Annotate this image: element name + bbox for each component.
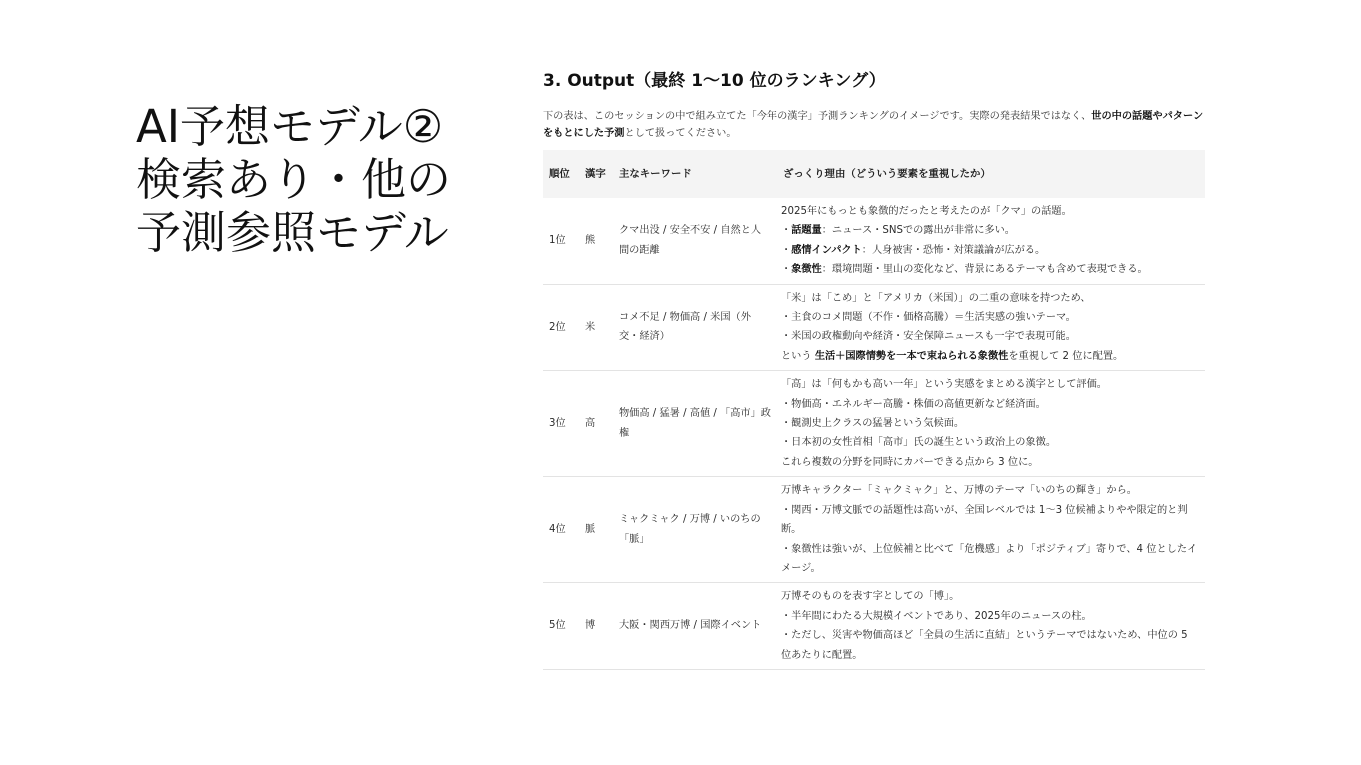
- header-kanji: 漢字: [585, 167, 606, 180]
- reason-cell: [777, 477, 1205, 583]
- reason-line: [781, 607, 1199, 626]
- reason-text: ・関西・万博文脈での話題性は高いが、全国レベルでは 1〜3 位候補よりやや限定的と判断。: [781, 504, 1188, 536]
- kanji-cell: 米: [579, 284, 613, 371]
- reason-line: [781, 308, 1199, 327]
- reason-text: ：ニュース・SNSでの露出が非常に多い。: [821, 225, 1015, 237]
- reason-line: [781, 433, 1199, 452]
- keywords-cell: ミャクミャク / 万博 / いのちの「脈」: [613, 477, 777, 583]
- rank-cell: 3位: [543, 371, 579, 477]
- table-body: [543, 198, 1205, 669]
- rank-cell: 1位: [543, 198, 579, 284]
- section-heading: 3. Output（最終 1〜10 位のランキング）: [543, 71, 886, 91]
- reason-line: [781, 453, 1199, 472]
- reason-text: ・: [781, 264, 792, 276]
- table-row: [543, 371, 1205, 477]
- reason-emphasis: 感情インパクト: [791, 244, 862, 256]
- intro-text-b: として扱ってください。: [624, 128, 737, 139]
- reason-text: 「高」は「何もかも高い一年」という実感をまとめる漢字として評価。: [781, 379, 1107, 391]
- reason-text: 万博キャラクター「ミャクミャク」と、万博のテーマ「いのちの輝き」から。: [781, 485, 1137, 497]
- keywords-cell: クマ出没 / 安全不安 / 自然と人間の距離: [613, 198, 777, 284]
- reason-text: 万博そのものを表す字としての「博」。: [781, 591, 960, 603]
- reason-text: ・象徴性は強いが、上位候補と比べて「危機感」より「ポジティブ」寄りで、4 位としたイメージ。: [781, 543, 1198, 574]
- reason-text: ・: [781, 225, 792, 237]
- reason-line: [781, 501, 1199, 540]
- ranking-panel: [543, 68, 1207, 670]
- rank-cell: 4位: [543, 477, 579, 583]
- reason-text: ・米国の政権動向や経済・安全保障ニュースも一字で表現可能。: [781, 331, 1076, 343]
- reason-line: [781, 327, 1199, 346]
- reason-line: [781, 260, 1199, 279]
- reason-line: [781, 241, 1199, 260]
- header-reason: ざっくり理由（どういう要素を重視したか）: [783, 167, 991, 180]
- reason-line: [781, 414, 1199, 433]
- reason-cell: [777, 371, 1205, 477]
- table-row: [543, 477, 1205, 583]
- header-keywords: 主なキーワード: [619, 167, 692, 180]
- reason-text: これら複数の分野を同時にカバーできる点から 3 位に。: [781, 456, 1039, 468]
- reason-line: [781, 375, 1199, 394]
- reason-line: [781, 395, 1199, 414]
- reason-line: [781, 289, 1199, 308]
- reason-emphasis: 象徴性: [791, 264, 822, 276]
- reason-emphasis: 生活＋国際情勢を一本で束ねられる象徴性: [814, 350, 1009, 362]
- reason-text: ・ただし、災害や物価高ほど「全員の生活に直結」というテーマではないため、中位の 5 位あたりに配置。: [781, 630, 1188, 661]
- reason-text: ・日本初の女性首相「高市」氏の誕生という政治上の象徴。: [781, 437, 1057, 449]
- reason-emphasis: 話題量: [791, 225, 822, 237]
- header-rank: 順位: [549, 167, 570, 180]
- reason-text: ・: [781, 244, 792, 256]
- reason-text: を重視して 2 位に配置。: [1008, 350, 1124, 362]
- kanji-cell: 熊: [579, 198, 613, 284]
- table-row: [543, 284, 1205, 371]
- reason-text: ・物価高・エネルギー高騰・株価の高値更新など経済面。: [781, 398, 1046, 410]
- kanji-cell: 博: [579, 583, 613, 670]
- reason-text: 2025年にもっとも象徴的だったと考えたのが「クマ」の話題。: [781, 206, 1072, 217]
- slide-title: AI予想モデル② 検索あり・他の 予測参照モデル: [136, 100, 452, 259]
- reason-text: ：人身被害・恐怖・対策議論が広がる。: [861, 244, 1046, 256]
- kanji-cell: 脈: [579, 477, 613, 583]
- rank-cell: 5位: [543, 583, 579, 670]
- reason-text: ・観測史上クラスの猛暑という気候面。: [781, 418, 965, 430]
- intro-text-a: 下の表は、このセッションの中で組み立てた「今年の漢字」予測ランキングのイメージです。実際の発表結果ではなく、: [543, 111, 1092, 122]
- reason-line: [781, 626, 1199, 665]
- intro-text: [543, 108, 1207, 142]
- table-row: [543, 198, 1205, 284]
- table-header-row: [543, 150, 1205, 198]
- reason-line: [781, 587, 1199, 606]
- table-row: [543, 583, 1205, 670]
- reason-cell: [777, 284, 1205, 371]
- reason-text: ・主食のコメ問題（不作・価格高騰）＝生活実感の強いテーマ。: [781, 312, 1076, 324]
- keywords-cell: 大阪・関西万博 / 国際イベント: [613, 583, 777, 670]
- intro-text-bold: 世の中の話題やパターンをもとにした予測: [543, 111, 1204, 139]
- reason-text: という: [781, 350, 815, 362]
- reason-line: [781, 481, 1199, 500]
- reason-line: [781, 221, 1199, 240]
- rank-cell: 2位: [543, 284, 579, 371]
- kanji-cell: 高: [579, 371, 613, 477]
- reason-line: [781, 540, 1199, 579]
- reason-cell: [777, 198, 1205, 284]
- reason-text: 「米」は「こめ」と「アメリカ（米国）」の二重の意味を持つため、: [781, 292, 1091, 304]
- reason-text: ：環境問題・里山の変化など、背景にあるテーマも含めて表現できる。: [821, 264, 1148, 276]
- keywords-cell: コメ不足 / 物価高 / 米国（外交・経済）: [613, 284, 777, 371]
- reason-line: [781, 202, 1199, 221]
- reason-text: ・半年間にわたる大規模イベントであり、2025年のニュースの柱。: [781, 610, 1092, 622]
- reason-line: [781, 347, 1199, 366]
- ranking-table: [543, 150, 1205, 670]
- keywords-cell: 物価高 / 猛暑 / 高値 / 「高市」政権: [613, 371, 777, 477]
- reason-cell: [777, 583, 1205, 670]
